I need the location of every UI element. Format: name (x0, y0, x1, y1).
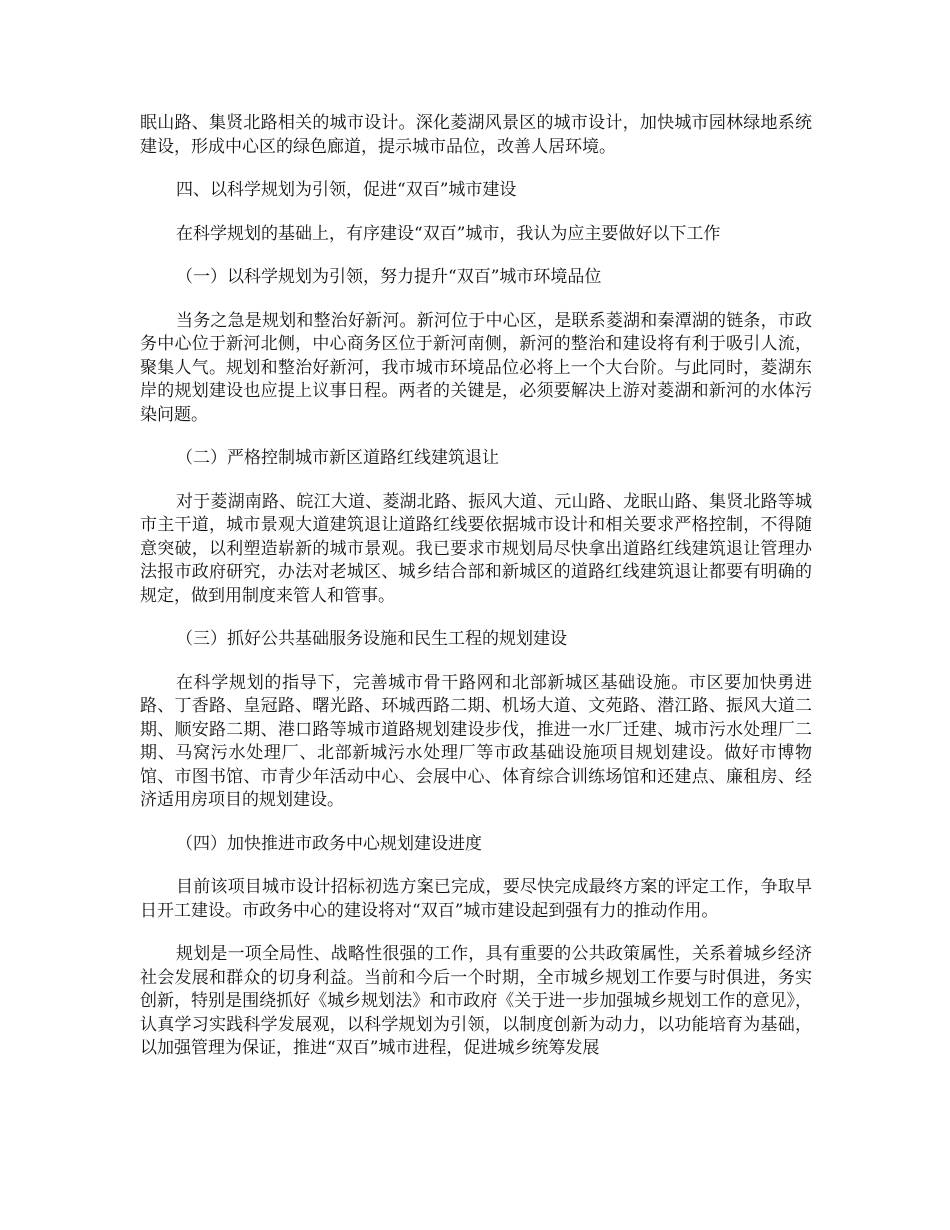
paragraph-conclusion: 规划是一项全局性、战略性很强的工作，具有重要的公共政策属性，关系着城乡经济社会发展和群众的切身利益。当前和今后一个时期，全市城乡规划工作要与时俱进，务实创新，特别是围绕抓好《城乡规划法》和市政府《关于进一步加强城乡规划工作的意见》，认真学习实践科学发展观，以科学规划为引领，以制度创新为动力，以功能培育为基础，以加强管理为保证，推进“双百”城市进程，促进城乡统筹发展 (140, 944, 812, 1058)
section-heading-four: 四、以科学规划为引领，促进“双百”城市建设 (176, 180, 517, 200)
paragraph-continuation: 眠山路、集贤北路相关的城市设计。深化菱湖风景区的城市设计，加快城市园林绿地系统建设，形成中心区的绿色廊道，提示城市品位，改善人居环境。 (140, 113, 812, 157)
subheading-four: （四）加快推进市政务中心规划建设进度 (176, 833, 482, 854)
paragraph-infrastructure: 在科学规划的指导下，完善城市骨干路网和北部新城区基础设施。市区要加快勇进路、丁香路、皇冠路、曙光路、环城西路二期、机场大道、文苑路、潜江路、振风大道二期、顺安路二期、港口路等城市道路规划建设步伐，推进一水厂迁建、城市污水处理厂二期、马窝污水处理厂、北部新城污水处理厂等市政基础设施项目规划建设。做好市博物馆、市图书馆、市青少年活动中心、会展中心、体育综合训练场馆和还建点、廉租房、经济适用房项目的规划建设。 (140, 672, 812, 810)
subheading-one: （一）以科学规划为引领，努力提升“双百”城市环境品位 (176, 267, 602, 287)
paragraph-government-center: 目前该项目城市设计招标初选方案已完成，要尽快完成最终方案的评定工作，争取早日开工建设。市政务中心的建设将对“双百”城市建设起到强有力的推动作用。 (140, 877, 812, 921)
paragraph-new-river: 当务之急是规划和整治好新河。新河位于中心区，是联系菱湖和秦潭湖的链条，市政务中心位于新河北侧，中心商务区位于新河南侧，新河的整治和建设将有利于吸引人流，聚集人气。规划和整治好新河，我市城市环境品位必将上一个大台阶。与此同时，菱湖东岸的规划建设也应提上议事日程。两者的关键是，必须要解决上游对菱湖和新河的水体污染问题。 (140, 310, 812, 425)
subheading-two: （二）严格控制城市新区道路红线建筑退让 (176, 448, 499, 468)
document-page (140, 112, 812, 1081)
paragraph-red-line: 对于菱湖南路、皖江大道、菱湖北路、振风大道、元山路、龙眠山路、集贤北路等城市主干道，城市景观大道建筑退让道路红线要依据城市设计和相关要求严格控制，不得随意突破，以利塑造崭新的城市景观。我已要求市规划局尽快拿出道路红线建筑退让管理办法报市政府研究，办法对老城区、城乡结合部和新城区的道路红线建筑退让都要有明确的规定，做到用制度来管人和管事。 (140, 491, 812, 606)
paragraph-intro: 在科学规划的基础上，有序建设“双百”城市，我认为应主要做好以下工作 (176, 223, 721, 244)
subheading-three: （三）抓好公共基础服务设施和民生工程的规划建设 (176, 629, 567, 649)
